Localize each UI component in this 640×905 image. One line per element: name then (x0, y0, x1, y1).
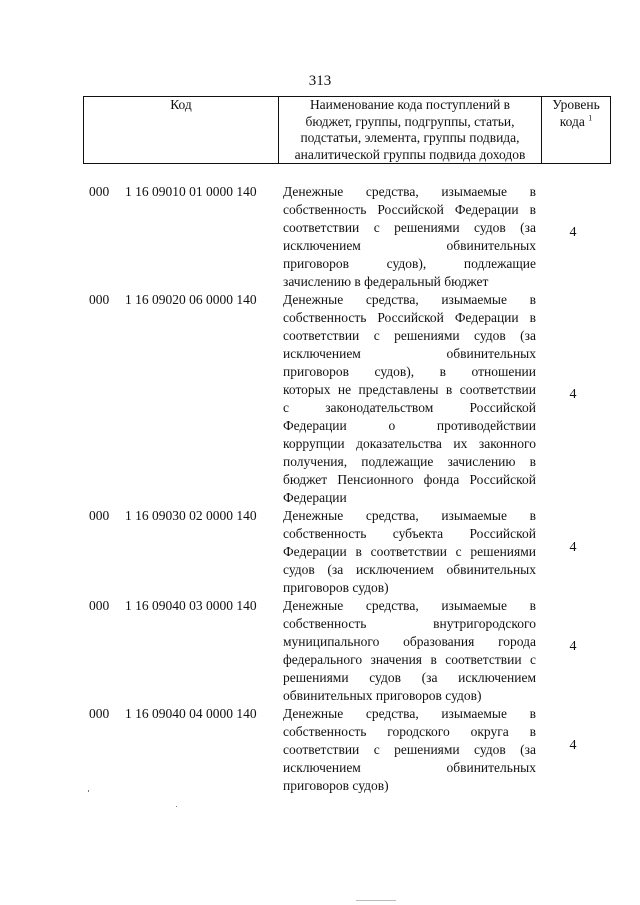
revenue-code: 1 16 09010 01 0000 140 (125, 184, 257, 199)
description-line: исключением обвинительных (283, 760, 536, 775)
code-level: 4 (569, 387, 577, 402)
description-line: Денежные средства, изымаемые в (283, 292, 536, 307)
revenue-description (283, 183, 536, 291)
description-line: федерального значения в соответствии с (283, 652, 536, 667)
header-level-line (544, 114, 608, 131)
description-line: приговоров судов) (283, 778, 389, 793)
description-line: Денежные средства, изымаемые в (283, 184, 536, 199)
code-level: 4 (569, 540, 577, 555)
description-line: бюджет Пенсионного фонда Российской (283, 472, 536, 487)
revenue-description (283, 705, 536, 795)
description-line: Федерации о противодействии (283, 418, 536, 433)
description-line: исключением обвинительных (283, 346, 536, 361)
description-line: решениями судов (за исключением (283, 670, 536, 685)
revenue-code: 1 16 09040 03 0000 140 (125, 598, 257, 613)
description-line: исключением обвинительных (283, 238, 536, 253)
admin-code: 000 (89, 598, 110, 613)
admin-code: 000 (89, 292, 110, 307)
header-level-word: кода (559, 113, 585, 129)
description-line: приговоров судов), в отношении (283, 364, 536, 379)
header-level-cell (542, 97, 611, 164)
header-code-cell (84, 97, 279, 164)
table-header (83, 96, 611, 164)
description-line: Денежные средства, изымаемые в (283, 706, 536, 721)
description-line: приговоров судов), подлежащие (283, 256, 536, 271)
scan-speck (356, 900, 396, 901)
header-name-cell (279, 97, 542, 164)
description-line: Федерации (283, 490, 347, 505)
scan-speck (176, 806, 177, 807)
description-line: собственность Российской Федерации в (283, 202, 536, 217)
revenue-code: 1 16 09040 04 0000 140 (125, 706, 257, 721)
table-row (0, 507, 640, 597)
description-line: соответствии с решениями судов (за (283, 220, 536, 235)
revenue-code: 1 16 09020 06 0000 140 (125, 292, 257, 307)
header-name-line: Наименование кода поступлений в (309, 97, 511, 112)
header-name-line: подстатьи, элемента, группы подвида, (300, 130, 520, 145)
revenue-description (283, 291, 536, 507)
description-line: Денежные средства, изымаемые в (283, 508, 536, 523)
description-line: обвинительных приговоров судов) (283, 688, 482, 703)
admin-code: 000 (89, 508, 110, 523)
code-level: 4 (569, 738, 577, 753)
description-line: собственность субъекта Российской (283, 526, 536, 541)
code-level: 4 (569, 639, 577, 654)
revenue-description (283, 597, 536, 705)
table-row (0, 291, 640, 507)
description-line: которых не представлены в соответствии (283, 382, 536, 397)
table-row (0, 705, 640, 795)
description-line: соответствии с решениями судов (за (283, 328, 536, 343)
description-line: собственность внутригородского (283, 616, 536, 631)
revenue-description (283, 507, 536, 597)
description-line: с законодательством Российской (283, 400, 536, 415)
code-level: 4 (569, 225, 577, 240)
header-name-line: бюджет, группы, подгруппы, статьи, (305, 113, 515, 129)
admin-code: 000 (89, 184, 110, 199)
page-number: 313 (308, 73, 332, 89)
description-line: приговоров судов) (283, 580, 389, 595)
scan-speck (88, 790, 89, 792)
header-level-line: Уровень (552, 97, 600, 112)
description-line: соответствии с решениями судов (за (283, 742, 536, 757)
description-line: Денежные средства, изымаемые в (283, 598, 536, 613)
table-row (0, 597, 640, 705)
header-row (84, 97, 611, 164)
description-line: судов (за исключением обвинительных (283, 562, 536, 577)
description-line: муниципального образования города (283, 634, 536, 649)
revenue-code: 1 16 09030 02 0000 140 (125, 508, 257, 523)
description-line: коррупции доказательства их законного (283, 436, 536, 451)
header-code-label: Код (170, 97, 192, 112)
description-line: зачислению в федеральный бюджет (283, 274, 489, 289)
description-line: собственность городского округа в (283, 724, 536, 739)
description-line: получения, подлежащие зачислению в (283, 454, 536, 469)
admin-code: 000 (89, 706, 110, 721)
footnote-marker: 1 (588, 113, 593, 122)
description-line: собственность Российской Федерации в (283, 310, 536, 325)
header-name-line: аналитической группы подвида доходов (294, 146, 526, 162)
description-line: Федерации в соответствии с решениями (283, 544, 536, 559)
table-row (0, 183, 640, 291)
